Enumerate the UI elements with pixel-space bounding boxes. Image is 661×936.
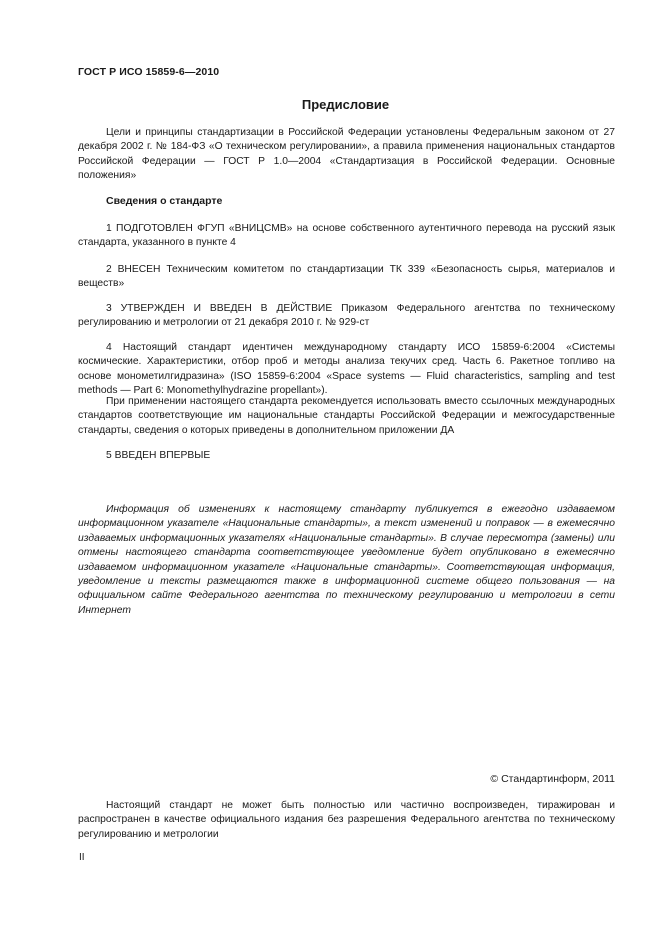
- rights-paragraph: Настоящий стандарт не может быть полностью или частично воспроизведен, тиражирован и распространен в качестве официального издания без разрешения Федерального агентства по техническому регулированию и метрологии: [78, 800, 615, 840]
- item-4-note-paragraph: При применении настоящего стандарта рекомендуется использовать вместо ссылочных международных стандартов соответствующие им национальные стандарты Российской Федерации и межгосударственные стандарты, сведения о которых приведены в дополнительном приложении ДА: [78, 396, 615, 436]
- page-number: II: [79, 852, 85, 863]
- item-1-paragraph: 1 ПОДГОТОВЛЕН ФГУП «ВНИЦСМВ» на основе собственного аутентичного перевода на русский язык стандарта, указанного в пункте 4: [78, 223, 615, 249]
- notice-paragraph: Информация об изменениях к настоящему стандарту публикуется в ежегодно издаваемом информационном указателе «Национальные стандарты», а текст изменений и поправок — в ежемесячно издаваемых информационных указателях «Национальные стандарты». В случае пересмотра (замены) или отмены настоящего стандарта соответствующее уведомление будет опубликовано в ежемесячно издаваемом информационном указателе «Национальные стандарты». Соответствующая информация, уведомление и тексты размещаются также в информационной системе общего пользования — на официальном сайте Федерального агентства по техническому регулированию и метрологии в сети Интернет: [78, 504, 615, 616]
- section-subheading: Сведения о стандарте: [106, 195, 223, 207]
- copyright-line: © Стандартинформ, 2011: [490, 773, 615, 785]
- item-2-paragraph: 2 ВНЕСЕН Техническим комитетом по стандартизации ТК 339 «Безопасность сырья, материалов и веществ»: [78, 264, 615, 290]
- document-header: ГОСТ Р ИСО 15859-6—2010: [78, 66, 220, 78]
- intro-paragraph: Цели и принципы стандартизации в Российской Федерации установлены Федеральным законом от 27 декабря 2002 г. № 184-ФЗ «О техническом регулировании», а правила применения национальных стандартов Российской Федерации — ГОСТ Р 1.0—2004 «Стандартизация в Российской Федерации. Основные положения»: [78, 127, 615, 182]
- item-4-paragraph: 4 Настоящий стандарт идентичен международному стандарту ИСО 15859-6:2004 «Системы космические. Характеристики, отбор проб и методы анализа текучих сред. Часть 6. Ракетное топливо на основе монометилгидразина» (ISO 15859-6:2004 «Space systems — Fluid characteristics, sampling and test methods — Part 6: Monomethylhydrazine propellant»).: [78, 342, 615, 397]
- item-5-paragraph: 5 ВВЕДЕН ВПЕРВЫЕ: [106, 450, 211, 461]
- item-3-paragraph: 3 УТВЕРЖДЕН И ВВЕДЕН В ДЕЙСТВИЕ Приказом Федерального агентства по техническому регулированию и метрологии от 21 декабря 2010 г. № 929-ст: [78, 303, 615, 329]
- page-title: Предисловие: [301, 97, 390, 112]
